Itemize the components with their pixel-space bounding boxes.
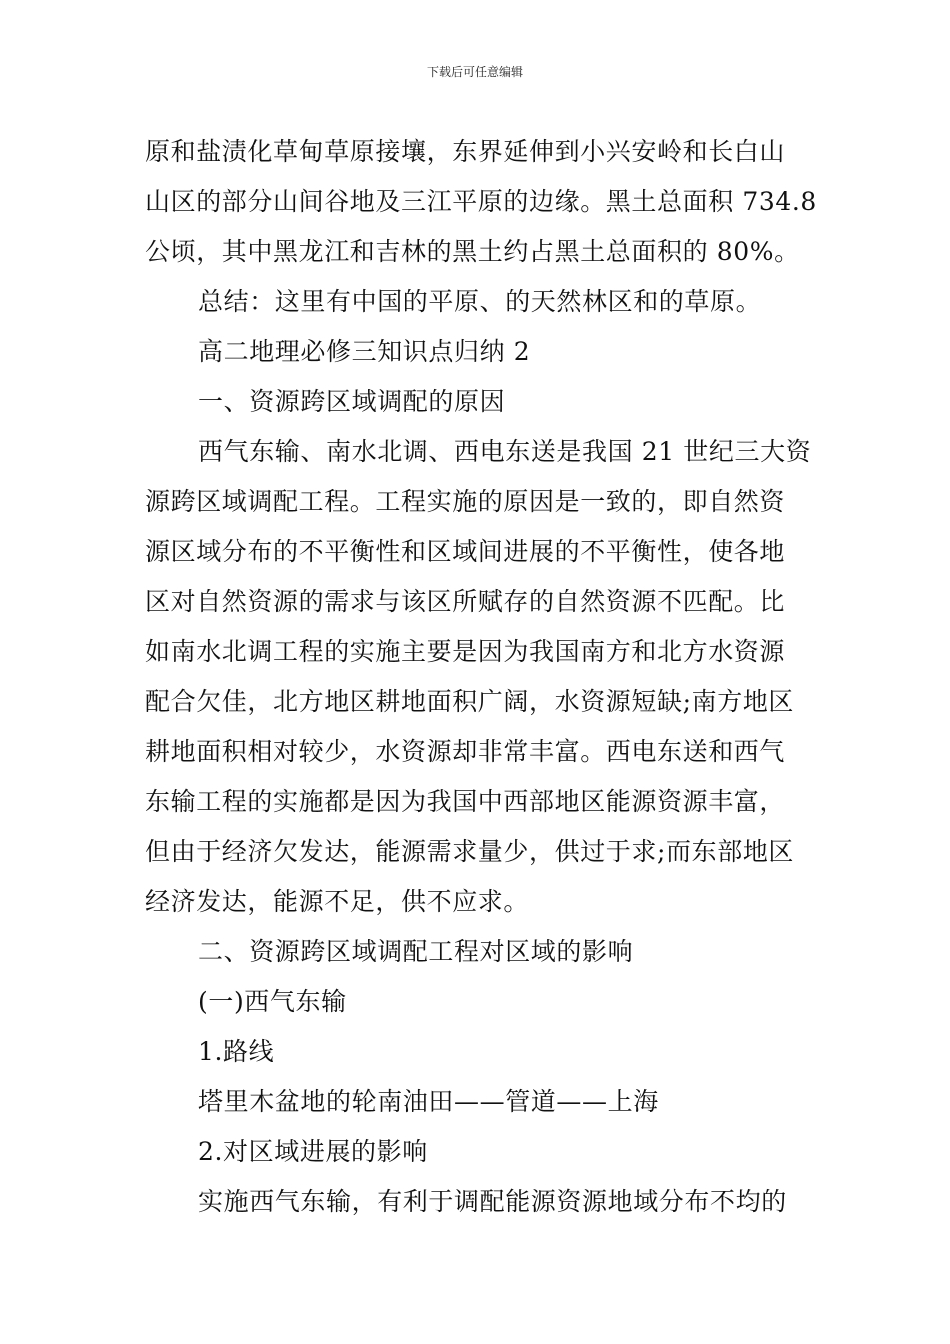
paragraph-line: 如南水北调工程的实施主要是因为我国南方和北方水资源 <box>145 637 786 666</box>
document-body <box>145 127 817 1227</box>
paragraph-line: 公顷，其中黑龙江和吉林的黑土约占黑土总面积的 80%。 <box>145 237 800 266</box>
paragraph-line: 源区域分布的不平衡性和区域间进展的不平衡性，使各地 <box>145 537 786 566</box>
heading-2: 二、资源跨区域调配工程对区域的影响 <box>198 937 634 966</box>
paragraph-line: 东输工程的实施都是因为我国中西部地区能源资源丰富， <box>145 787 786 816</box>
paragraph-line: 源跨区域调配工程。工程实施的原因是一致的，即自然资 <box>145 487 786 516</box>
subheading: (一)西气东输 <box>198 987 347 1016</box>
paragraph-line: 原和盐渍化草甸草原接壤，东界延伸到小兴安岭和长白山 <box>145 137 786 166</box>
paragraph-line: 西气东输、南水北调、西电东送是我国 21 世纪三大资 <box>198 437 812 466</box>
paragraph-line: 实施西气东输，有利于调配能源资源地域分布不均的 <box>198 1187 787 1216</box>
paragraph-line: 经济发达，能源不足，供不应求。 <box>145 887 530 916</box>
heading-1: 一、资源跨区域调配的原因 <box>198 387 506 416</box>
list-item: 1.路线 <box>198 1037 275 1066</box>
paragraph-line: 塔里木盆地的轮南油田——管道——上海 <box>198 1087 659 1116</box>
paragraph-line: 区对自然资源的需求与该区所赋存的自然资源不匹配。比 <box>145 587 786 616</box>
paragraph-line: 山区的部分山间谷地及三江平原的边缘。黑土总面积 734.8 <box>145 187 817 216</box>
list-item: 2.对区域进展的影响 <box>198 1137 428 1166</box>
paragraph-line: 配合欠佳，北方地区耕地面积广阔，水资源短缺;南方地区 <box>145 687 795 716</box>
paragraph-line: 耕地面积相对较少，水资源却非常丰富。西电东送和西气 <box>145 737 786 766</box>
page-header: 下载后可任意编辑 <box>426 65 523 79</box>
paragraph-line: 但由于经济欠发达，能源需求量少，供过于求;而东部地区 <box>145 837 795 866</box>
section-title: 高二地理必修三知识点归纳 2 <box>198 337 531 366</box>
summary-line: 总结：这里有中国的平原、的天然林区和的草原。 <box>198 287 762 316</box>
